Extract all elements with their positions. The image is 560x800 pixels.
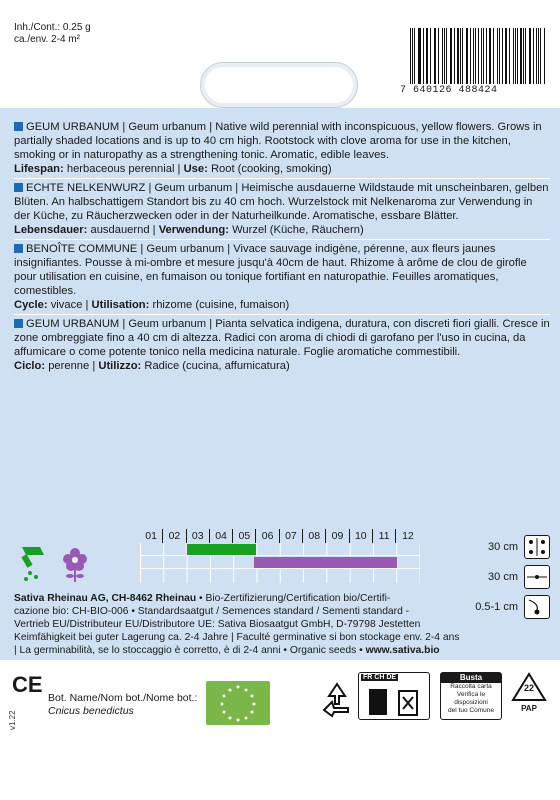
row-distance-value: 30 cm xyxy=(488,541,518,553)
barcode-bar xyxy=(475,28,476,84)
meta-label: Verwendung: xyxy=(158,224,229,236)
month-label: 03 xyxy=(187,529,210,543)
meta-value: Root (cooking, smoking) xyxy=(210,163,332,175)
sorting-info-box xyxy=(358,672,430,720)
barcode-bar xyxy=(462,28,463,84)
busta-title: Busta xyxy=(441,673,501,683)
barcode-bar xyxy=(419,28,420,84)
block-title: GEUM URBANUM xyxy=(26,318,120,330)
barcode-bar xyxy=(430,28,431,84)
pap-number: 22 xyxy=(523,683,534,693)
sowing-bar xyxy=(187,544,257,555)
description-block-it: GEUM URBANUM | Geum urbanum | Pianta selvatica indigena, duratura, con discreti fiori gialli. Cresce in zone ombreggiate fino a 40 cm di altezza. Radici con aroma di chiodi di garofano per l'uso in cucina, da affumicare o come potente tonico nella medicina naturale. Foglie aromatiche commestibili. Ciclo: perenne | Utilizzo: Radice (cucina, affumicatura) xyxy=(14,318,550,372)
barcode-bar xyxy=(544,28,545,84)
month-label: 12 xyxy=(402,530,414,542)
barcode-bar xyxy=(446,28,447,84)
top-band xyxy=(0,0,560,108)
month-label: 01 xyxy=(140,529,163,543)
month-label: 10 xyxy=(350,529,373,543)
hang-hole xyxy=(200,62,358,108)
meta-label: Ciclo: xyxy=(14,360,46,372)
block-body: | Geum urbanum | Native wild perennial with inconspicuous, yellow flowers. Grows in partially shaded locations and is up to 40 cm high. Rootstock with clove aroma for use in the kitchen, smoking or in naturopathy as a strengthening tonic. Aromatic, edible leaves. xyxy=(14,121,542,161)
weight-text: Inh./Cont.: 0.25 g xyxy=(14,22,91,33)
meta-value: rhizome (cuisine, fumaison) xyxy=(152,299,290,311)
barcode-bar xyxy=(457,28,458,84)
barcode xyxy=(400,28,548,96)
meta-value: herbaceous perennial xyxy=(66,163,175,175)
sowing-icon xyxy=(18,545,48,583)
meta-label: Lebensdauer: xyxy=(14,224,88,236)
month-label: 07 xyxy=(280,529,303,543)
block-body: | Geum urbanum | Vivace sauvage indigène, pérenne, aux fleurs jaunes insignifiantes. Pousse à mi-ombre et mesure jusqu'à 40cm de haut. Rhizome à arôme de clou de girofle pour utilisation en cuisine, en fumaison ou tonique fortifiant en naturopathie. Feuilles aromatiques, comestibles. xyxy=(14,243,527,297)
barcode-bar xyxy=(410,28,411,84)
plant-spacing-icon xyxy=(524,565,550,589)
month-label: 02 xyxy=(163,529,186,543)
bottom-band xyxy=(0,660,560,800)
meta-value: Wurzel (Küche, Räuchern) xyxy=(232,224,364,236)
area-text: ca./env. 2-4 m² xyxy=(14,34,80,45)
barcode-bars xyxy=(410,28,546,84)
row-distance xyxy=(470,535,550,559)
month-label: 06 xyxy=(256,529,279,543)
company-name: Sativa Rheinau AG, CH-8462 Rheinau xyxy=(14,593,197,604)
sowing-harvest-calendar xyxy=(140,529,420,569)
description-block-de: ECHTE NELKENWURZ | Geum urbanum | Heimische ausdauerne Wildstaude mit unscheinbaren, gelben Blüten. An halbschattigem Standort bis zu 40 cm hoch. Wurzelstock mit Nelkenaroma zur Verwendung in der Küche, zu Räucherzwecken oder in der Naturheilkunde. Aromatische, essbare Blätter. Lebensdauer: ausdauernd | Verwendung: Wurzel (Küche, Räuchern) xyxy=(14,179,550,240)
meta-value: Radice (cucina, affumicatura) xyxy=(144,360,290,372)
meta-value: perenne xyxy=(48,360,90,372)
meta-label: Utilisation: xyxy=(91,299,150,311)
barcode-bar xyxy=(513,28,514,84)
eu-organic-leaf-icon xyxy=(206,681,270,725)
barcode-digits: 7 640126 488424 xyxy=(400,85,498,96)
botanical-name xyxy=(48,692,197,718)
version-label: v1.22 xyxy=(8,710,17,730)
ce-mark: CE xyxy=(12,672,43,697)
website-link[interactable]: www.sativa.bio xyxy=(365,645,440,656)
description-block-en: GEUM URBANUM | Geum urbanum | Native wild perennial with inconspicuous, yellow flowers. Grows in partially shaded locations and is up to 40 cm high. Rootstock with clove aroma for use in the kitchen, smoking or in naturopathy as a strengthening tonic. Aromatic, edible leaves. Lifespan: herbaceous perennial | Use: Root (cooking, smoking) xyxy=(14,118,550,179)
plant-distance-value: 30 cm xyxy=(488,571,518,583)
month-label: 09 xyxy=(326,529,349,543)
barcode-bar xyxy=(454,28,455,84)
barcode-bar xyxy=(490,28,491,84)
month-label: 05 xyxy=(233,529,256,543)
pap-recycling-mark xyxy=(509,672,549,720)
company-info: Sativa Rheinau AG, CH-8462 Rheinau • Bio-Zertifizierung/Certification bio/Certifi- cazione bio: CH-BIO-006 • Standardsaatgut / Semences standard / Sementi standard - Vertrieb EU/Distributeur EU/Distributore UE: Sativa Biosaatgut GmbH, D-79798 Jestetten Keimfähigkeit bei guter Lagerung ca. 2-4 Jahre | Faculté germinative si bon stockage env. 2-4 ans | La germinabilità, se lo stoccaggio è corretto, è di 2-4 anni • Organic seeds • www.sativa.bio xyxy=(14,593,460,656)
barcode-bar xyxy=(497,28,498,84)
month-label: 08 xyxy=(303,529,326,543)
barcode-bar xyxy=(438,28,439,84)
calendar-months xyxy=(140,529,420,543)
pap-label: PAP xyxy=(521,704,537,713)
meta-label: Utilizzo: xyxy=(98,360,142,372)
block-body: | Geum urbanum | Pianta selvatica indigena, duratura, con discreti fiori gialli. Cresce in zone ombreggiate fino a 40 cm di altezza. Radici con aroma di chiodi di garofano per l'uso in cucina, da affumicare o come potente tonico nella medicina naturale. Foglie aromatiche commestibili. xyxy=(14,318,550,358)
barcode-bar xyxy=(434,28,435,84)
meta-label: Lifespan: xyxy=(14,163,64,175)
barcode-bar xyxy=(483,28,484,84)
meta-value: ausdauernd xyxy=(90,224,150,236)
block-body: | Geum urbanum | Heimische ausdauerne Wildstaude mit unscheinbaren, gelben Blüten. An halbschattigem Standort bis zu 40 cm hoch. Wurzelstock mit Nelkenaroma zur Verwendung in der Küche, zu Räucherzwecken oder in der Naturheilkunde. Aromatische, essbare Blätter. xyxy=(14,182,549,222)
description-blocks xyxy=(14,118,550,375)
bin-icon xyxy=(359,683,429,721)
month-label: 11 xyxy=(373,529,396,543)
harvest-bar xyxy=(254,557,397,568)
blue-square-icon xyxy=(14,183,23,192)
blue-square-icon xyxy=(14,319,23,328)
calendar-row-harvest xyxy=(140,556,420,569)
meta-label: Use: xyxy=(183,163,208,175)
meta-value: vivace xyxy=(50,299,83,311)
barcode-bar xyxy=(418,28,419,84)
barcode-bar xyxy=(540,28,541,84)
row-spacing-icon xyxy=(524,535,550,559)
busta-info: Busta Raccolta carta Verifica le disposizioni del tuo Comune xyxy=(440,672,502,720)
block-title: BENOÎTE COMMUNE xyxy=(26,243,138,255)
barcode-bar xyxy=(520,28,521,84)
description-block-fr: BENOÎTE COMMUNE | Geum urbanum | Vivace sauvage indigène, pérenne, aux fleurs jaunes insignifiantes. Pousse à mi-ombre et mesure jusqu'à 40cm de haut. Rhizome à arôme de clou de girofle pour utilisation en cuisine, en fumaison ou tonique fortifiant en naturopathie. Feuilles aromatiques, comestibles. Cycle: vivace | Utilisation: rhizome (cuisine, fumaison) xyxy=(14,240,550,315)
bot-name: Cnicus benedictus xyxy=(48,705,134,717)
calendar-row-sowing xyxy=(140,543,420,556)
block-title: GEUM URBANUM xyxy=(26,121,120,133)
barcode-bar xyxy=(525,28,526,84)
plant-distance xyxy=(470,565,550,589)
barcode-bar xyxy=(473,28,474,84)
block-title: ECHTE NELKENWURZ xyxy=(26,182,146,194)
sorting-label: FR CH DE xyxy=(363,674,397,681)
blue-square-icon xyxy=(14,122,23,131)
recycle-icon xyxy=(318,680,356,718)
barcode-bar xyxy=(509,28,510,84)
bot-label: Bot. Name/Nom bot./Nome bot.: xyxy=(48,692,198,704)
barcode-bar xyxy=(499,28,500,84)
barcode-bar xyxy=(533,28,534,84)
sowing-depth-value: 0.5-1 cm xyxy=(475,601,518,613)
month-label: 04 xyxy=(210,529,233,543)
package-contents xyxy=(14,22,91,46)
flower-icon xyxy=(60,545,90,583)
meta-label: Cycle: xyxy=(14,299,48,311)
blue-square-icon xyxy=(14,244,23,253)
